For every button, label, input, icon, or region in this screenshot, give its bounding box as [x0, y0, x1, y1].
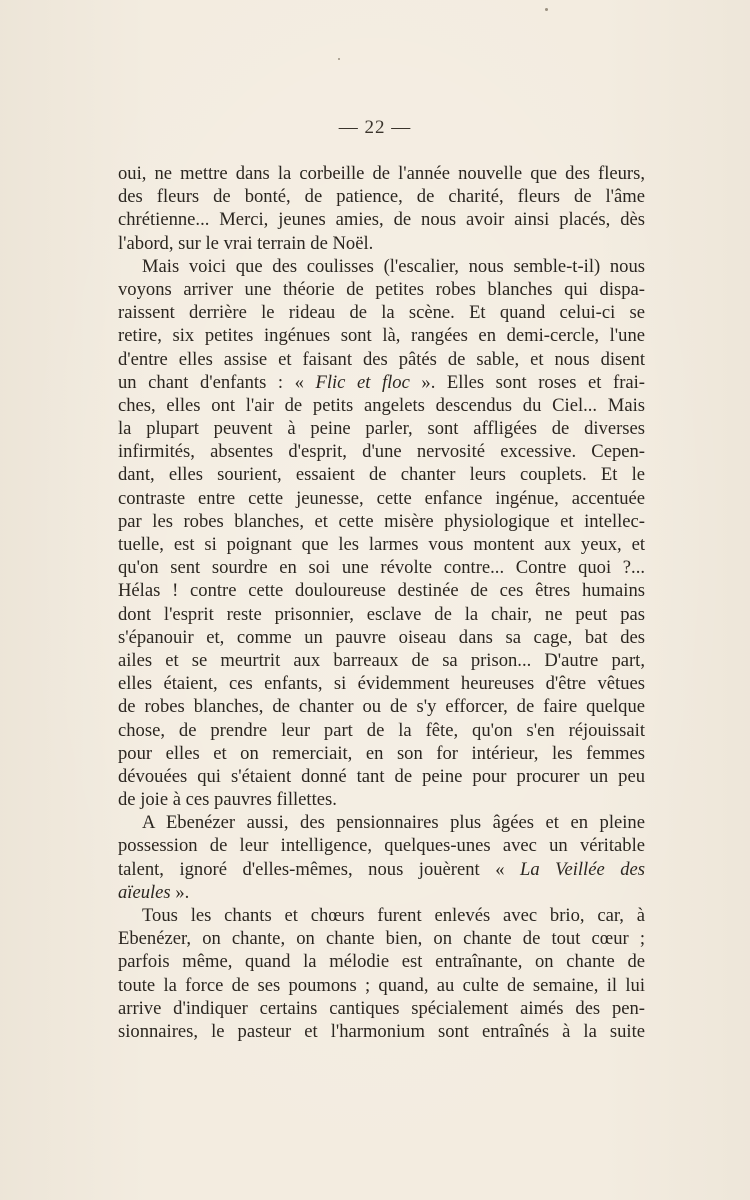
text-line: l'abord, sur le vrai terrain de Noël. [118, 232, 374, 254]
text-line-aieules: aïeules ». [118, 881, 190, 903]
text-line: pour elles et on remerciait, en son for intérieur, les femmes [118, 742, 645, 764]
text-line: par les robes blanches, et cette misère physiologique et intellec- [118, 510, 645, 532]
text-line-veillee: talent, ignoré d'elles-mêmes, nous jouèrent « La Veillée des [118, 858, 645, 880]
text-line: Mais voici que des coulisses (l'escalier, nous semble-t-il) nous [142, 255, 645, 277]
page-number: — 22 — [338, 117, 412, 138]
text-line: Tous les chants et chœurs furent enlevés avec brio, car, à [142, 905, 645, 926]
text-line: arrive d'indiquer certains cantiques spécialement aimés des pen- [118, 997, 645, 1019]
text-line: de robes blanches, de chanter ou de s'y efforcer, de faire quelque [118, 696, 645, 718]
italic-title: aïeules [118, 881, 171, 903]
text-line: des fleurs de bonté, de patience, de charité, fleurs de l'âme [118, 186, 645, 208]
text-line: la plupart peuvent à peine parler, sont affligées de diverses [118, 418, 645, 440]
text-line: voyons arriver une théorie de petites robes blanches qui dispa- [118, 278, 645, 300]
paper-speck [338, 58, 340, 60]
text-line: tuelle, est si poignant que les larmes vous montent aux yeux, et [118, 534, 645, 555]
text-line: dant, elles sourient, essaient de chanter leurs couplets. Et le [118, 464, 645, 486]
text-line: elles étaient, ces enfants, si évidemment heureuses d'être vêtues [118, 673, 645, 695]
text-line: s'épanouir et, comme un pauvre oiseau dans sa cage, bat des [118, 626, 645, 648]
text-line: dont l'esprit reste prisonnier, esclave de la chair, ne peut pas [118, 603, 645, 625]
italic-title: La Veillée des [520, 858, 645, 880]
text-line: infirmités, absentes d'esprit, d'une nervosité excessive. Cepen- [118, 441, 645, 463]
text-line: Ebenézer, on chante, on chante bien, on chante de tout cœur ; [118, 928, 645, 950]
text-line: ailes et se meurtrit aux barreaux de sa prison... D'autre part, [118, 649, 645, 671]
text-line: sionnaires, le pasteur et l'harmonium sont entraînés à la suite [118, 1020, 645, 1042]
text-line: contraste entre cette jeunesse, cette enfance ingénue, accentuée [118, 487, 645, 509]
text-line: qu'on sent sourdre en soi une révolte contre... Contre quoi ?... [118, 557, 645, 579]
text-line: Hélas ! contre cette douloureuse destinée de ces êtres humains [118, 580, 645, 602]
text-line: toute la force de ses poumons ; quand, au culte de semaine, il lui [118, 974, 645, 996]
text-line: retire, six petites ingénues sont là, rangées en demi-cercle, l'une [118, 325, 645, 347]
text-line: oui, ne mettre dans la corbeille de l'année nouvelle que des fleurs, [118, 163, 645, 184]
text-line: ches, elles ont l'air de petits angelets descendus du Ciel... Mais [118, 394, 645, 416]
paper-speck [545, 8, 548, 11]
italic-title: Flic et floc [315, 371, 410, 393]
text-line: dévouées qui s'étaient donné tant de peine pour procurer un peu [118, 765, 645, 787]
text-line: chose, de prendre leur part de la fête, qu'on s'en réjouissait [118, 719, 645, 741]
text-line: de joie à ces pauvres fillettes. [118, 789, 337, 811]
text-line: possession de leur intelligence, quelques-unes avec un véritable [118, 835, 645, 857]
text-line: raissent derrière le rideau de la scène. Et quand celui-ci se [118, 302, 645, 324]
text-line: chrétienne... Merci, jeunes amies, de nous avoir ainsi placés, dès [118, 209, 645, 231]
body-text [118, 162, 645, 1043]
text-line: A Ebenézer aussi, des pensionnaires plus âgées et en pleine [142, 812, 645, 834]
text-line-flic: un chant d'enfants : « Flic et floc ». Elles sont roses et frai- [118, 371, 645, 393]
text-line: d'entre elles assise et faisant des pâtés de sable, et nous disent [118, 348, 645, 370]
text-line: parfois même, quand la mélodie est entraînante, on chante de [118, 951, 645, 973]
